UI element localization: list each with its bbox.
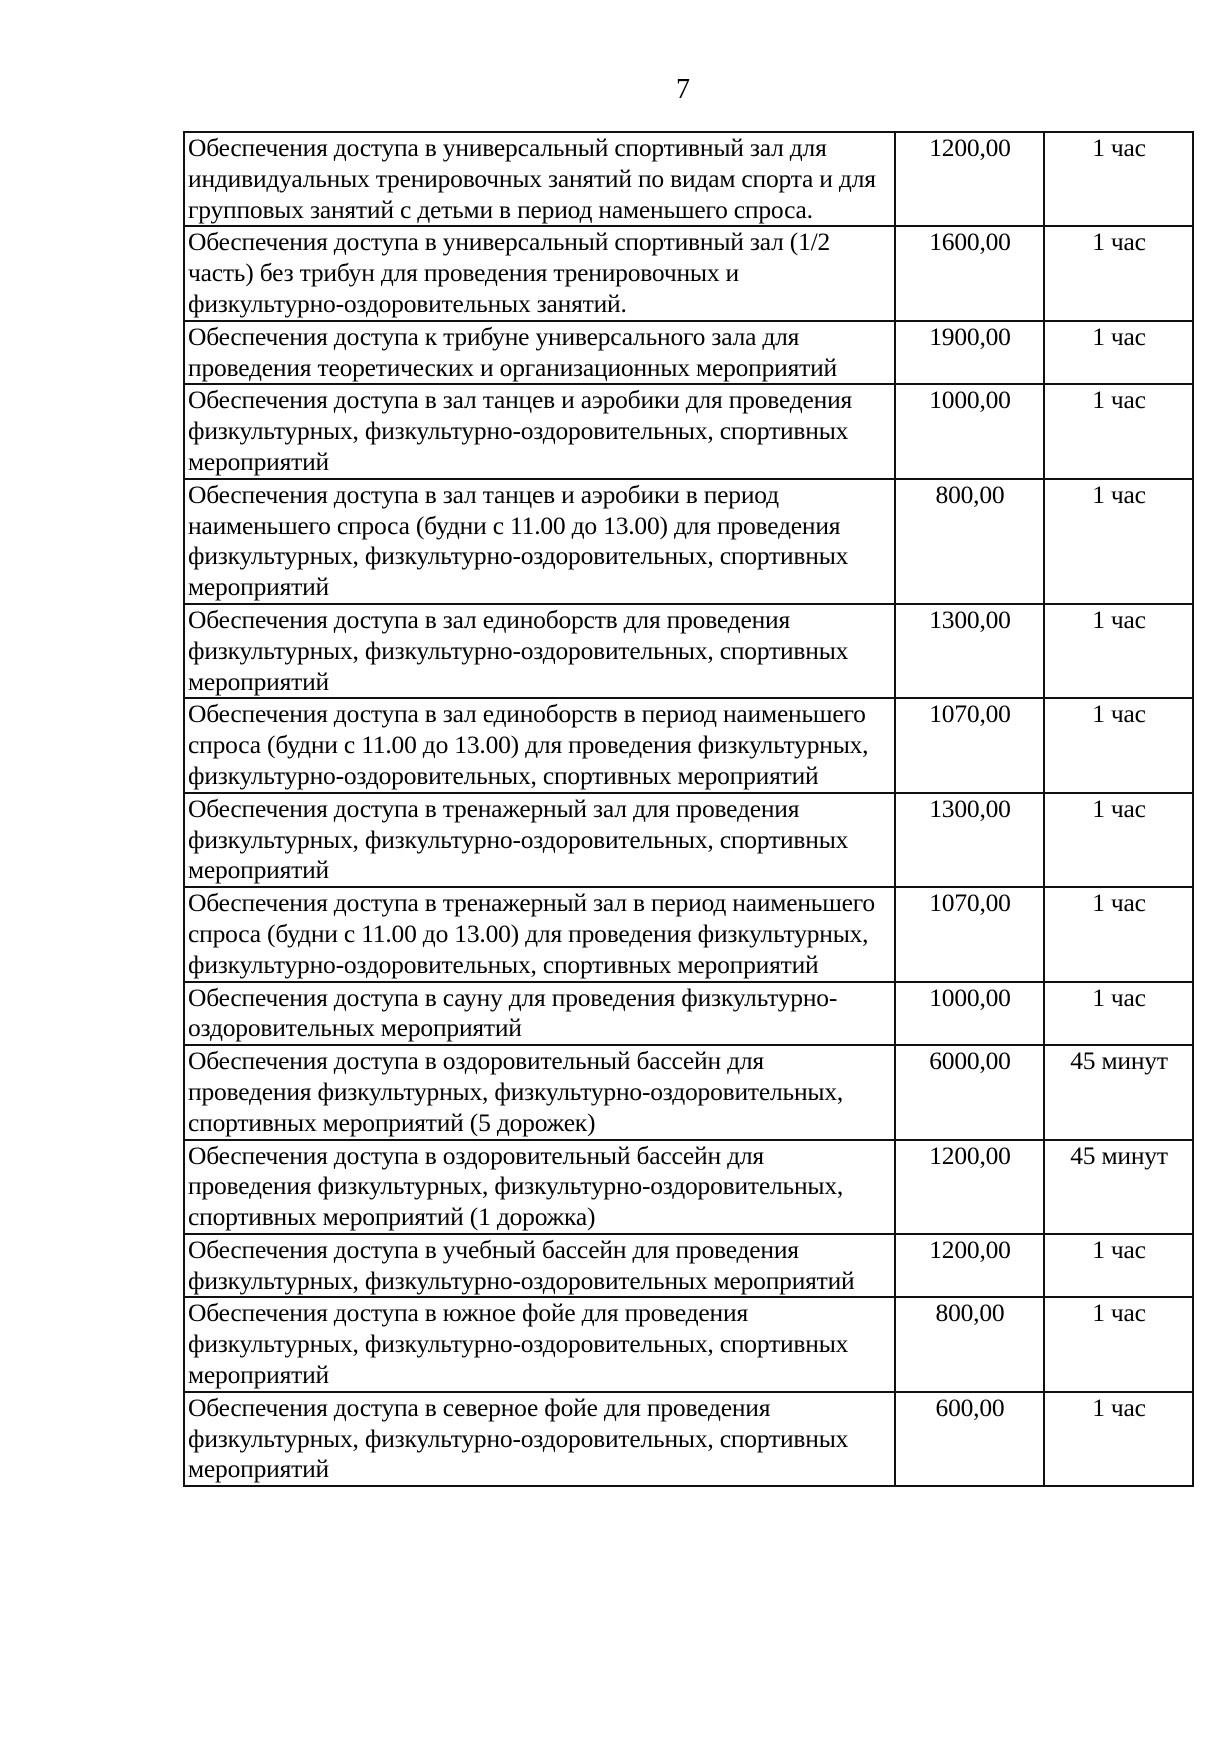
- time-unit-cell: 1 час: [1044, 1234, 1193, 1298]
- time-unit-cell: 1 час: [1044, 479, 1193, 604]
- service-description-cell: Обеспечения доступа в зал единоборств в период наименьшего спроса (будни с 11.00 до 13.00) для проведения физкультурных, физкультурно-оздоровительных, спортивных мероприятий: [184, 698, 895, 792]
- time-unit-cell: 1 час: [1044, 226, 1193, 320]
- time-unit-cell: 1 час: [1044, 982, 1193, 1046]
- table-row: [184, 1234, 1193, 1298]
- service-description-cell: Обеспечения доступа в зал танцев и аэробики для проведения физкультурных, физкультурно-оздоровительных, спортивных мероприятий: [184, 384, 895, 478]
- time-unit-cell: 45 минут: [1044, 1045, 1193, 1139]
- price-cell: 1070,00: [895, 887, 1044, 981]
- table-row: [184, 321, 1193, 385]
- service-description-cell: Обеспечения доступа в универсальный спортивный зал (1/2 часть) без трибун для проведения тренировочных и физкультурно-оздоровительных занятий.: [184, 226, 895, 320]
- time-unit-cell: 1 час: [1044, 384, 1193, 478]
- table-row: [184, 793, 1193, 887]
- service-description-cell: Обеспечения доступа в зал танцев и аэробики в период наименьшего спроса (будни с 11.00 до 13.00) для проведения физкультурных, физкультурно-оздоровительных, спортивных мероприятий: [184, 479, 895, 604]
- price-cell: 1900,00: [895, 321, 1044, 385]
- price-cell: 1000,00: [895, 982, 1044, 1046]
- table-row: [184, 479, 1193, 604]
- table-row: [184, 1045, 1193, 1139]
- price-cell: 600,00: [895, 1392, 1044, 1486]
- table-row: [184, 384, 1193, 478]
- service-description-cell: Обеспечения доступа в тренажерный зал для проведения физкультурных, физкультурно-оздоровительных, спортивных мероприятий: [184, 793, 895, 887]
- table-row: [184, 1297, 1193, 1391]
- service-description-cell: Обеспечения доступа к трибуне универсального зала для проведения теоретических и организационных мероприятий: [184, 321, 895, 385]
- price-cell: 6000,00: [895, 1045, 1044, 1139]
- page-number: 7: [676, 74, 690, 105]
- time-unit-cell: 1 час: [1044, 604, 1193, 698]
- price-cell: 800,00: [895, 1297, 1044, 1391]
- table-row: [184, 887, 1193, 981]
- table-row: [184, 132, 1193, 226]
- time-unit-cell: 1 час: [1044, 321, 1193, 385]
- table-row: [184, 604, 1193, 698]
- time-unit-cell: 1 час: [1044, 1297, 1193, 1391]
- price-cell: 1300,00: [895, 793, 1044, 887]
- price-cell: 1600,00: [895, 226, 1044, 320]
- price-cell: 1300,00: [895, 604, 1044, 698]
- time-unit-cell: 1 час: [1044, 698, 1193, 792]
- price-table: [183, 131, 1194, 1487]
- service-description-cell: Обеспечения доступа в тренажерный зал в период наименьшего спроса (будни с 11.00 до 13.00) для проведения физкультурных, физкультурно-оздоровительных, спортивных мероприятий: [184, 887, 895, 981]
- service-description-cell: Обеспечения доступа в учебный бассейн для проведения физкультурных, физкультурно-оздоровительных мероприятий: [184, 1234, 895, 1298]
- price-table-body: [184, 132, 1193, 1486]
- table-row: [184, 982, 1193, 1046]
- service-description-cell: Обеспечения доступа в южное фойе для проведения физкультурных, физкультурно-оздоровительных, спортивных мероприятий: [184, 1297, 895, 1391]
- service-description-cell: Обеспечения доступа в сауну для проведения физкультурно-оздоровительных мероприятий: [184, 982, 895, 1046]
- table-row: [184, 1140, 1193, 1234]
- price-cell: 1200,00: [895, 1234, 1044, 1298]
- service-description-cell: Обеспечения доступа в универсальный спортивный зал для индивидуальных тренировочных занятий по видам спорта и для групповых занятий с детьми в период наменьшего спроса.: [184, 132, 895, 226]
- price-cell: 800,00: [895, 479, 1044, 604]
- price-cell: 1200,00: [895, 1140, 1044, 1234]
- time-unit-cell: 1 час: [1044, 1392, 1193, 1486]
- time-unit-cell: 1 час: [1044, 132, 1193, 226]
- service-description-cell: Обеспечения доступа в северное фойе для проведения физкультурных, физкультурно-оздоровительных, спортивных мероприятий: [184, 1392, 895, 1486]
- table-row: [184, 226, 1193, 320]
- time-unit-cell: 1 час: [1044, 887, 1193, 981]
- time-unit-cell: 45 минут: [1044, 1140, 1193, 1234]
- price-cell: 1200,00: [895, 132, 1044, 226]
- service-description-cell: Обеспечения доступа в зал единоборств для проведения физкультурных, физкультурно-оздоровительных, спортивных мероприятий: [184, 604, 895, 698]
- service-description-cell: Обеспечения доступа в оздоровительный бассейн для проведения физкультурных, физкультурно-оздоровительных, спортивных мероприятий (1 дорожка): [184, 1140, 895, 1234]
- time-unit-cell: 1 час: [1044, 793, 1193, 887]
- service-description-cell: Обеспечения доступа в оздоровительный бассейн для проведения физкультурных, физкультурно-оздоровительных, спортивных мероприятий (5 дорожек): [184, 1045, 895, 1139]
- table-row: [184, 1392, 1193, 1486]
- table-row: [184, 698, 1193, 792]
- price-cell: 1070,00: [895, 698, 1044, 792]
- price-cell: 1000,00: [895, 384, 1044, 478]
